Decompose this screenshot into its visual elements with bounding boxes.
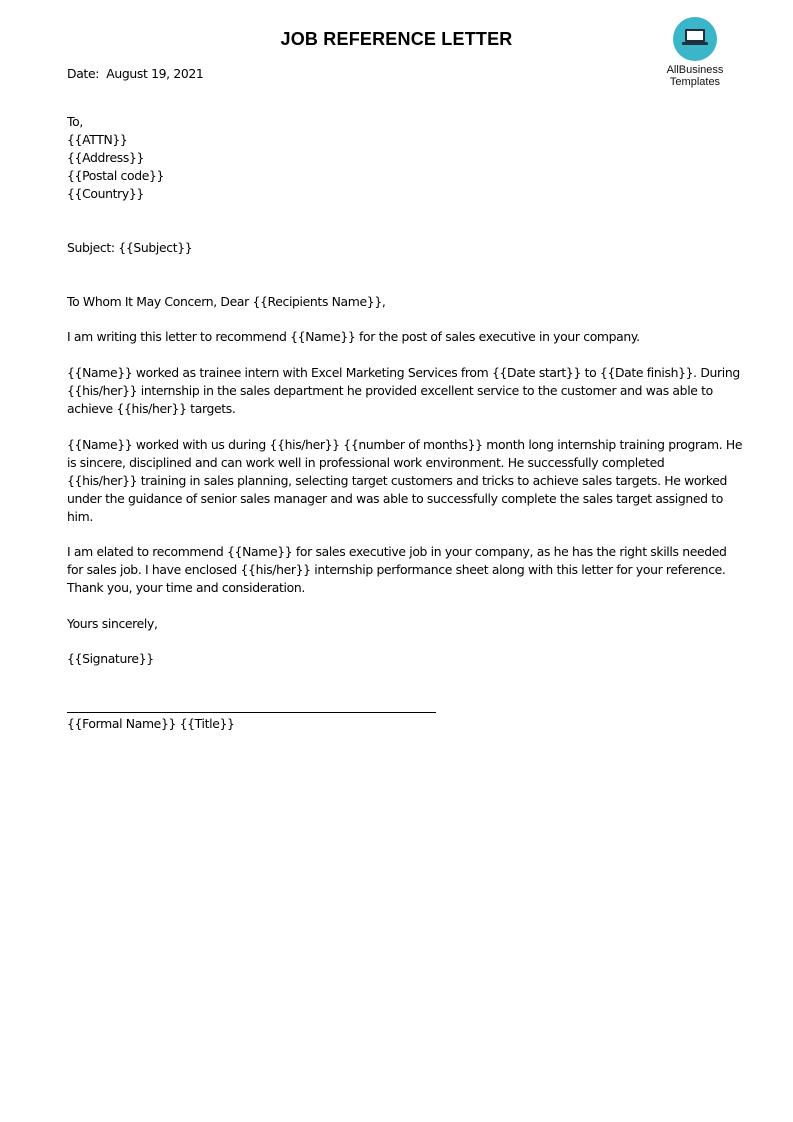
paragraph-line: for sales job. I have enclosed {{his/her}} internship performance sheet along with this letter for your reference.	[67, 562, 726, 577]
paragraph-line: {{Name}} worked as trainee intern with Excel Marketing Services from {{Date start}} to {{Date finish}}. During	[67, 365, 740, 380]
closing: Yours sincerely,	[67, 616, 158, 631]
paragraph-2	[67, 364, 740, 418]
signature-placeholder: {{Signature}}	[67, 651, 154, 666]
paragraph-line: I am writing this letter to recommend {{Name}} for the post of sales executive in your company.	[67, 329, 640, 344]
date-row	[67, 65, 727, 83]
subject-line: Subject: {{Subject}}	[67, 240, 193, 255]
date-value: August 19, 2021	[106, 66, 204, 81]
salutation: To Whom It May Concern, Dear {{Recipients Name}},	[67, 294, 386, 309]
paragraph-line: {{Name}} worked with us during {{his/her}} {{number of months}} month long internship training program. He	[67, 437, 743, 452]
laptop-icon	[673, 17, 717, 61]
address-postal: {{Postal code}}	[67, 168, 165, 183]
address-street: {{Address}}	[67, 150, 145, 165]
date-label: Date:	[67, 66, 100, 81]
paragraph-line: him.	[67, 509, 93, 524]
paragraph-line: achieve {{his/her}} targets.	[67, 401, 236, 416]
paragraph-line: under the guidance of senior sales manager and was able to successfully complete the sales target assigned to	[67, 491, 723, 506]
formal-name: {{Formal Name}} {{Title}}	[67, 716, 235, 731]
paragraph-line: {{his/her}} internship in the sales department he provided excellent service to the customer and was able to	[67, 383, 713, 398]
paragraph-line: {{his/her}} training in sales planning, selecting target customers and tricks to achieve sales targets. He worked	[67, 473, 728, 488]
logo-line-2: Templates	[669, 76, 721, 88]
paragraph-4	[67, 543, 727, 597]
address-country: {{Country}}	[67, 186, 144, 201]
signature-line	[67, 712, 436, 713]
recipient-address	[67, 113, 727, 203]
paragraph-line: is sincere, disciplined and can work well in professional work environment. He successfully completed	[67, 455, 665, 470]
page-title: JOB REFERENCE LETTER	[280, 29, 513, 49]
address-attn: {{ATTN}}	[67, 132, 128, 147]
paragraph-line: I am elated to recommend {{Name}} for sales executive job in your company, as he has the right skills needed	[67, 544, 727, 559]
paragraph-1	[67, 328, 727, 346]
paragraph-line: Thank you, your time and consideration.	[67, 580, 305, 595]
paragraph-3	[67, 436, 743, 526]
address-to: To,	[67, 114, 83, 129]
logo-line-1: AllBusiness	[666, 64, 724, 76]
